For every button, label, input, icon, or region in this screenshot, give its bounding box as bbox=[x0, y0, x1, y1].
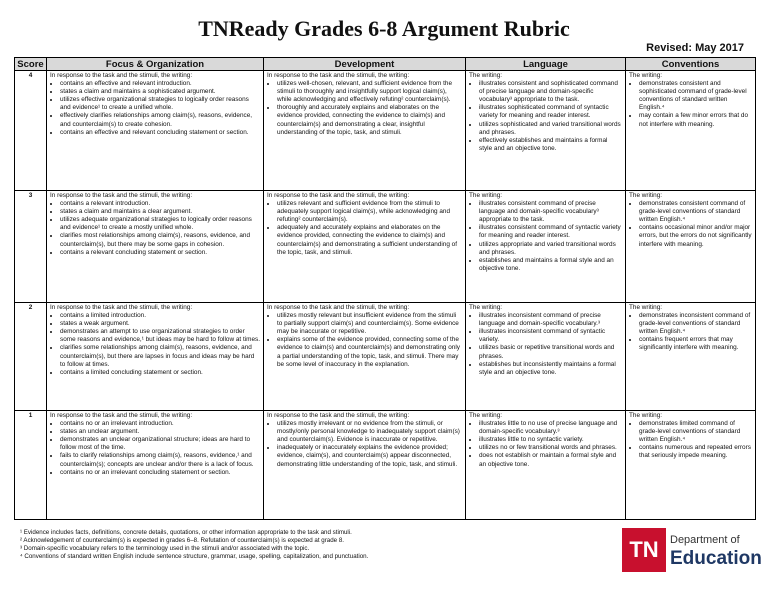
cell-intro: In response to the task and the stimuli, the writing: bbox=[50, 412, 193, 419]
language-cell bbox=[466, 303, 626, 411]
cell-intro: The writing: bbox=[469, 304, 503, 311]
criteria-item: • contains a relevant concluding statement or section. bbox=[60, 249, 260, 257]
development-cell bbox=[264, 303, 466, 411]
revised-date: Revised: May 2017 bbox=[646, 42, 744, 54]
language-cell bbox=[466, 71, 626, 191]
header-conventions: Conventions bbox=[626, 58, 756, 71]
criteria-item: • clarifies most relationships among claim(s), reasons, evidence, and counterclaim(s), but there may be some gaps in cohesion. bbox=[60, 232, 260, 248]
cell-intro: The writing: bbox=[469, 192, 503, 199]
cell-intro: In response to the task and the stimuli, the writing: bbox=[267, 72, 410, 79]
criteria-item: • contains an effective and relevant introduction. bbox=[60, 80, 260, 88]
rubric-row bbox=[15, 71, 756, 191]
criteria-item: • utilizes basic or repetitive transitional words and phrases. bbox=[479, 344, 622, 360]
cell-intro: In response to the task and the stimuli, the writing: bbox=[50, 72, 193, 79]
criteria-list bbox=[50, 80, 260, 137]
criteria-item: • utilizes appropriate and varied transitional words and phrases. bbox=[479, 241, 622, 257]
criteria-item: • establishes and maintains a formal style and an objective tone. bbox=[479, 257, 622, 273]
footnote: ² Acknowledgement of counterclaim(s) is expected in grades 6–8. Refutation of counterclaim(s) is expected at grade 8. bbox=[20, 537, 344, 544]
header-score: Score bbox=[15, 58, 47, 71]
tn-education-logo bbox=[622, 528, 762, 574]
criteria-item: • states an unclear argument. bbox=[60, 428, 260, 436]
criteria-list bbox=[469, 200, 622, 273]
criteria-item: • demonstrates an unclear organizational structure; ideas are hard to follow most of the time. bbox=[60, 436, 260, 452]
criteria-item: • effectively establishes and maintains a formal style and an objective tone. bbox=[479, 137, 622, 153]
focus-cell bbox=[47, 71, 264, 191]
conventions-cell bbox=[626, 411, 756, 520]
criteria-list bbox=[469, 312, 622, 377]
criteria-item: • explains some of the evidence provided, connecting some of the evidence to claim(s) and counterclaim(s) and demonstrating only a partial understanding of the topic, task, and stimuli. There may be some level of inaccuracy in the explanation. bbox=[277, 336, 462, 368]
criteria-item: • does not establish or maintain a formal style and an objective tone. bbox=[479, 452, 622, 468]
rubric-row bbox=[15, 411, 756, 520]
rubric-body bbox=[15, 71, 756, 520]
cell-intro: The writing: bbox=[629, 192, 663, 199]
criteria-item: • states a claim and maintains a clear argument. bbox=[60, 208, 260, 216]
criteria-item: • contains occasional minor and/or major errors, but the errors do not significantly interfere with meaning. bbox=[639, 224, 752, 248]
criteria-item: • demonstrates inconsistent command of grade-level conventions of standard written English.⁴ bbox=[639, 312, 752, 336]
score-cell: 2 bbox=[15, 303, 47, 411]
criteria-item: • states a weak argument. bbox=[60, 320, 260, 328]
cell-intro: In response to the task and the stimuli, the writing: bbox=[267, 304, 410, 311]
criteria-item: • illustrates consistent and sophisticated command of precise language and domain-specific vocabulary³ appropriate to the task. bbox=[479, 80, 622, 104]
criteria-item: • contains an effective and relevant concluding statement or section. bbox=[60, 129, 260, 137]
footnote: ¹ Evidence includes facts, definitions, concrete details, quotations, or other information appropriate to the task and stimuli. bbox=[20, 529, 352, 536]
criteria-item: • demonstrates an attempt to use organizational strategies to order some reasons and evidence,¹ but ideas may be hard to follow at times. bbox=[60, 328, 260, 344]
criteria-item: • fails to clarify relationships among claim(s), reasons, evidence,¹ and counterclaim(s); concepts are unclear and/or there is a lack of focus. bbox=[60, 452, 260, 468]
header-focus: Focus & Organization bbox=[47, 58, 264, 71]
rubric-row bbox=[15, 191, 756, 303]
criteria-item: • demonstrates consistent and sophisticated command of grade-level conventions of standard written English.⁴ bbox=[639, 80, 752, 112]
criteria-item: • illustrates sophisticated command of syntactic variety for meaning and reader interest. bbox=[479, 104, 622, 120]
development-cell bbox=[264, 71, 466, 191]
criteria-list bbox=[267, 312, 462, 369]
criteria-list bbox=[267, 420, 462, 469]
criteria-item: • illustrates inconsistent command of syntactic variety. bbox=[479, 328, 622, 344]
criteria-item: • clarifies some relationships among claim(s), reasons, evidence, and counterclaim(s), but there are lapses in focus and ideas may be hard to follow at times. bbox=[60, 344, 260, 368]
page-title: TNReady Grades 6-8 Argument Rubric bbox=[198, 16, 570, 41]
footnote: ³ Domain-specific vocabulary refers to the terminology used in the stimuli and/or associated with the topic. bbox=[20, 545, 310, 552]
criteria-list bbox=[50, 200, 260, 257]
criteria-item: • utilizes adequate organizational strategies to logically order reasons and evidence¹ to create a mostly unified whole. bbox=[60, 216, 260, 232]
criteria-item: • utilizes effective organizational strategies to logically order reasons and evidence¹ to create a unified whole. bbox=[60, 96, 260, 112]
criteria-item: • contains a limited concluding statement or section. bbox=[60, 369, 260, 377]
cell-intro: The writing: bbox=[469, 412, 503, 419]
criteria-list bbox=[50, 420, 260, 477]
criteria-item: • contains no or an irrelevant concluding statement or section. bbox=[60, 469, 260, 477]
cell-intro: The writing: bbox=[469, 72, 503, 79]
criteria-list bbox=[629, 200, 752, 249]
criteria-item: • states a claim and maintains a sophisticated argument. bbox=[60, 88, 260, 96]
logo-line-1: Department of bbox=[670, 534, 740, 546]
header-row bbox=[15, 58, 756, 71]
cell-intro: The writing: bbox=[629, 72, 663, 79]
criteria-item: • illustrates little to no use of precise language and domain-specific vocabulary.³ bbox=[479, 420, 622, 436]
criteria-item: • illustrates inconsistent command of precise language and domain-specific vocabulary.³ bbox=[479, 312, 622, 328]
cell-intro: In response to the task and the stimuli, the writing: bbox=[50, 192, 193, 199]
criteria-item: • contains numerous and repeated errors that seriously impede meaning. bbox=[639, 444, 752, 460]
criteria-item: • may contain a few minor errors that do not interfere with meaning. bbox=[639, 112, 752, 128]
criteria-list bbox=[629, 420, 752, 460]
focus-cell bbox=[47, 303, 264, 411]
criteria-item: • utilizes no or few transitional words and phrases. bbox=[479, 444, 622, 452]
criteria-item: • utilizes sophisticated and varied transitional words and phrases. bbox=[479, 121, 622, 137]
criteria-item: • demonstrates consistent command of grade-level conventions of standard written English.⁴ bbox=[639, 200, 752, 224]
focus-cell bbox=[47, 411, 264, 520]
criteria-item: • illustrates consistent command of precise language and domain-specific vocabulary³ appropriate to the task. bbox=[479, 200, 622, 224]
criteria-item: • illustrates little to no syntactic variety. bbox=[479, 436, 622, 444]
criteria-item: • demonstrates limited command of grade-level conventions of standard written English.⁴ bbox=[639, 420, 752, 444]
criteria-item: • effectively clarifies relationships among claim(s), reasons, evidence, and counterclaim(s) to create cohesion. bbox=[60, 112, 260, 128]
conventions-cell bbox=[626, 71, 756, 191]
criteria-item: • contains no or an irrelevant introduction. bbox=[60, 420, 260, 428]
development-cell bbox=[264, 411, 466, 520]
criteria-item: • utilizes well-chosen, relevant, and sufficient evidence from the stimuli to thoroughly and insightfully support logical claim(s), while acknowledging and effectively refuting² counterclaim(s). bbox=[277, 80, 462, 104]
criteria-item: • adequately and accurately explains and elaborates on the evidence provided, connecting the evidence to claim(s) and counterclaim(s) and demonstrating a sufficient understanding of the topic, task, and stimuli. bbox=[277, 224, 462, 256]
criteria-list bbox=[629, 80, 752, 129]
cell-intro: In response to the task and the stimuli, the writing: bbox=[267, 192, 410, 199]
criteria-item: • contains a limited introduction. bbox=[60, 312, 260, 320]
criteria-item: • inadequately or inaccurately explains the evidence provided; evidence, claim(s), and counterclaim(s) appear disconnected, demonstrating little understanding of the topic, task, and stimuli. bbox=[277, 444, 462, 468]
language-cell bbox=[466, 191, 626, 303]
rubric-table bbox=[14, 57, 756, 520]
logo-line-2: Education bbox=[670, 548, 762, 569]
criteria-list bbox=[469, 80, 622, 153]
cell-intro: The writing: bbox=[629, 304, 663, 311]
header-development: Development bbox=[264, 58, 466, 71]
language-cell bbox=[466, 411, 626, 520]
criteria-list bbox=[469, 420, 622, 469]
criteria-item: • utilizes mostly irrelevant or no evidence from the stimuli, or mostly/only personal knowledge to inadequately support claim(s) and counterclaim(s). Evidence is inaccurate or repetitive. bbox=[277, 420, 462, 444]
rubric-row bbox=[15, 303, 756, 411]
criteria-item: • contains frequent errors that may significantly interfere with meaning. bbox=[639, 336, 752, 352]
cell-intro: In response to the task and the stimuli, the writing: bbox=[50, 304, 193, 311]
cell-intro: The writing: bbox=[629, 412, 663, 419]
development-cell bbox=[264, 191, 466, 303]
criteria-item: • thoroughly and accurately explains and elaborates on the evidence provided, connecting the evidence to claim(s) and counterclaim(s) and demonstrating a clear, insightful understanding of the topic, task, and stimuli. bbox=[277, 104, 462, 136]
score-cell: 1 bbox=[15, 411, 47, 520]
focus-cell bbox=[47, 191, 264, 303]
criteria-item: • utilizes mostly relevant but insufficient evidence from the stimuli to partially support claim(s) and counterclaim(s). Some evidence may be inaccurate or repetitive. bbox=[277, 312, 462, 336]
header-language: Language bbox=[466, 58, 626, 71]
criteria-item: • contains a relevant introduction. bbox=[60, 200, 260, 208]
cell-intro: In response to the task and the stimuli, the writing: bbox=[267, 412, 410, 419]
score-cell: 3 bbox=[15, 191, 47, 303]
tn-logo-mark: TN bbox=[622, 528, 666, 572]
criteria-item: • utilizes relevant and sufficient evidence from the stimuli to adequately support logical claim(s), while acknowledging and refuting² counterclaim(s). bbox=[277, 200, 462, 224]
criteria-list bbox=[267, 200, 462, 257]
score-cell: 4 bbox=[15, 71, 47, 191]
criteria-list bbox=[50, 312, 260, 377]
criteria-list bbox=[267, 80, 462, 137]
conventions-cell bbox=[626, 191, 756, 303]
conventions-cell bbox=[626, 303, 756, 411]
criteria-item: • illustrates consistent command of syntactic variety for meaning and reader interest. bbox=[479, 224, 622, 240]
criteria-list bbox=[629, 312, 752, 352]
footnote: ⁴ Conventions of standard written English include sentence structure, grammar, usage, spelling, capitalization, and punctuation. bbox=[20, 553, 369, 560]
criteria-item: • establishes but inconsistently maintains a formal style and an objective tone. bbox=[479, 361, 622, 377]
